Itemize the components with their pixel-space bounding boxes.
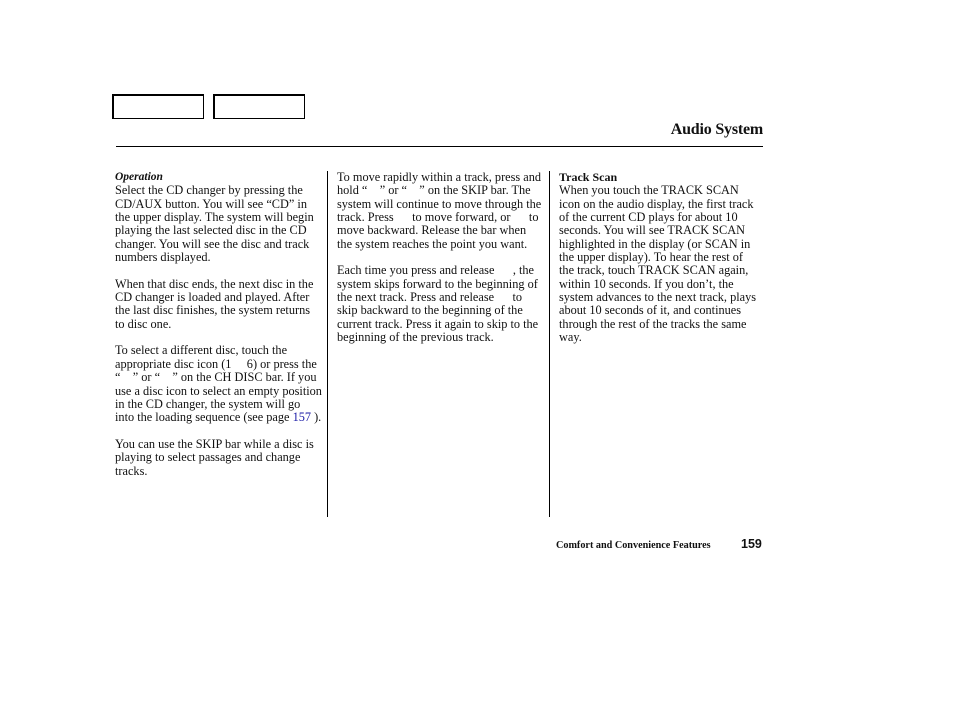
operation-paragraph-1: Select the CD changer by pressing the CD/AUX button. You will see “CD” in the upper display. The system will begin playing the last selected disc in the CD changer. You will see the disc and track numbers displayed.	[115, 183, 314, 265]
column-operation	[115, 171, 322, 491]
operation-paragraph-3-tail: ).	[311, 410, 322, 425]
nav-button-previous[interactable]	[112, 94, 204, 119]
page-number: 159	[741, 537, 762, 551]
column-divider	[327, 171, 328, 517]
operation-heading: Operation	[115, 171, 163, 183]
operation-paragraph-3	[115, 344, 322, 424]
operation-paragraph-2: When that disc ends, the next disc in the CD changer is loaded and played. After the last disc finishes, the system returns to disc one.	[115, 276, 314, 331]
column-track-scan	[559, 171, 761, 358]
page-title: Audio System	[670, 121, 763, 138]
column-skip	[337, 171, 542, 358]
operation-paragraph-4: You can use the SKIP bar while a disc is playing to select passages and change tracks.	[115, 436, 314, 478]
footer-section-label: Comfort and Convenience Features	[556, 540, 711, 551]
track-scan-heading: Track Scan	[559, 170, 618, 184]
skip-paragraph-2: Each time you press and release , the system skips forward to the beginning of the next track. Press and release to skip backward to the beginning of the current track. Press it again to skip to the beginning of the previous track.	[337, 263, 539, 345]
title-rule	[116, 146, 763, 147]
operation-paragraph-3-text: To select a different disc, touch the appropriate disc icon (1 6) or press the “ ” or “ ” on the CH DISC bar. If you use a disc icon to select an empty position in the CD changer, the system will go into the loading sequence (see page	[115, 343, 322, 425]
column-divider	[549, 171, 550, 517]
track-scan-paragraph: When you touch the TRACK SCAN icon on the audio display, the first track of the current CD plays for about 10 seconds. You will see TRACK SCAN highlighted in the display (or SCAN in the upper display). To hear the rest of the track, touch TRACK SCAN again, within 10 seconds. If you don’t, the system advances to the next track, plays about 10 seconds of it, and continues through the rest of the tracks the same way.	[559, 183, 757, 345]
page-157-link[interactable]: 157	[292, 410, 312, 425]
skip-paragraph-1: To move rapidly within a track, press and hold “ ” or “ ” on the SKIP bar. The system will continue to move through the track. Press to move forward, or to move backward. Release the bar when the system reaches the point you want.	[337, 170, 542, 251]
nav-button-next[interactable]	[213, 94, 305, 119]
